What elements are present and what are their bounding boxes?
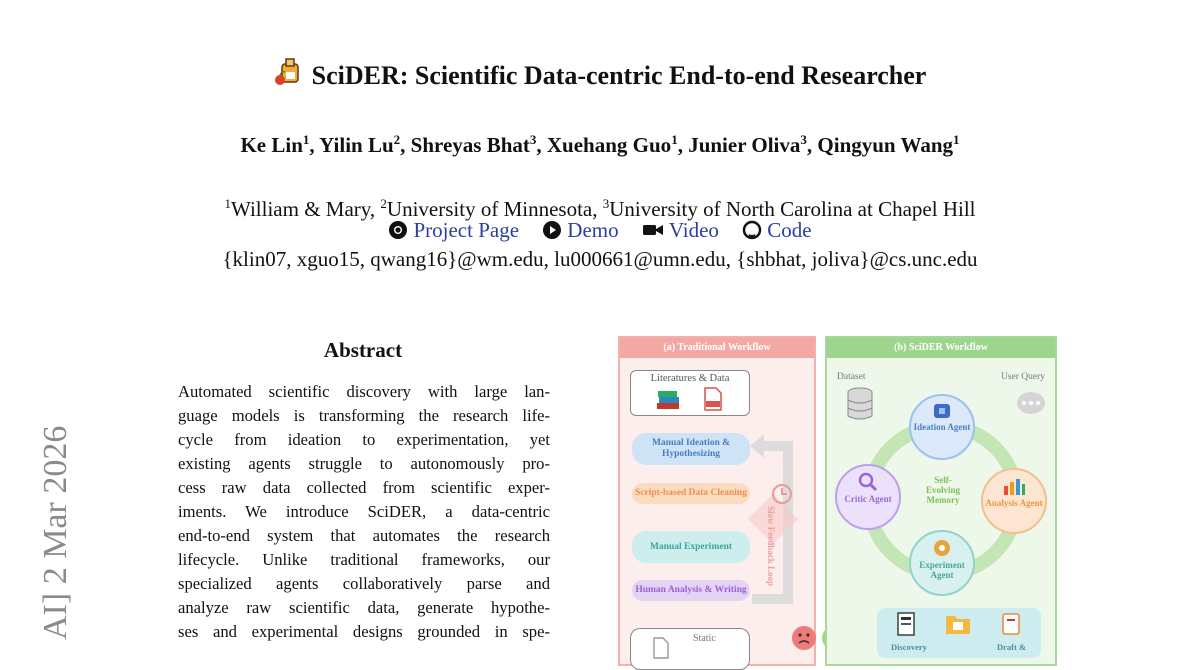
- panel-a-title: (a) Traditional Workflow: [620, 338, 814, 358]
- abstract-line: guage models is transforming the research life-: [178, 406, 550, 425]
- slow-feedback-loop-label: Slow Feedback Loop: [766, 506, 776, 587]
- abstract-line: analyze raw scientific data, generate hypothe-: [178, 598, 550, 617]
- magnifier-icon: [857, 472, 879, 492]
- abstract-body: [178, 380, 550, 644]
- abstract-line: iments. We introduce SciDER, a data-centric: [178, 502, 550, 521]
- critic-agent: [835, 464, 901, 530]
- author-emails: {klin07, xguo15, qwang16}@wm.edu, lu000661@umn.edu, {shbhat, joliva}@cs.unc.edu: [222, 247, 978, 271]
- author-list: Ke Lin$^1$, Yilin Lu$^2$, Shreyas Bhat$^3$, Xuehang Guo$^1$, Junier Oliva$^3$, Qingyun Wang$^1$: [240, 132, 960, 157]
- abstract-line: lifecycle. Unlike traditional frameworks, our: [178, 550, 550, 569]
- report-icon: [897, 612, 915, 636]
- pdf-icon: [703, 387, 723, 411]
- title-row: [0, 56, 1200, 93]
- analysis-agent: [981, 468, 1047, 534]
- affiliation-name: University of North Carolina at Chapel Hill: [609, 197, 976, 221]
- author-affiliation: 3: [529, 132, 537, 147]
- output-tray: [877, 608, 1041, 658]
- project-page-link[interactable]: [388, 218, 524, 242]
- ideation-agent-label: Ideation Agent: [913, 422, 971, 432]
- affiliation-number: 1: [224, 196, 231, 211]
- self-evolving-memory-label: Self-Evolving Memory: [925, 475, 960, 505]
- literatures-data-box: [630, 370, 750, 416]
- author-name: Junier Oliva: [688, 133, 801, 157]
- author-affiliation: 1: [302, 132, 310, 147]
- video-camera-icon: [642, 220, 664, 240]
- user-query-label: User Query: [1000, 372, 1045, 382]
- critic-agent-label: Critic Agent: [844, 494, 892, 504]
- experiment-agent: [909, 530, 975, 596]
- abstract-line: Automated scientific discovery with large lan-: [178, 382, 550, 401]
- abstract-line: end-to-end system that automates the research: [178, 526, 550, 545]
- abstract-line: existing agents struggle to autonomously pro-: [178, 454, 550, 473]
- books-icon: [655, 389, 683, 411]
- demo-label: Demo: [567, 218, 619, 242]
- author-affiliation: 2: [393, 132, 401, 147]
- chrome-icon: [388, 220, 408, 240]
- author-affiliation: 1: [953, 132, 960, 147]
- affiliation-number: 2: [380, 196, 387, 211]
- author-name: Ke Lin: [240, 133, 303, 157]
- dataset-label: Dataset: [837, 372, 866, 382]
- feedback-loop-arrow: [748, 434, 818, 634]
- experiment-icon: [931, 538, 953, 558]
- abstract-line: ses and experimental designs grounded in spe-: [178, 622, 550, 641]
- video-link[interactable]: [642, 218, 724, 242]
- lit-data-label: Literatures & Data: [650, 373, 730, 384]
- discovery-label: Discovery: [891, 642, 927, 652]
- project-page-label: Project Page: [413, 218, 520, 242]
- paper-title: SciDER: Scientific Data-centric End-to-end Researcher: [311, 61, 927, 90]
- abstract-line: cess raw data collected from scientific exper-: [178, 478, 550, 497]
- scider-workflow-panel: [825, 336, 1057, 666]
- static-output-box: [630, 628, 750, 670]
- panel-b-title: (b) SciDER Workflow: [827, 338, 1055, 358]
- arxiv-stamp: AI] 2 Mar 2026: [37, 425, 74, 640]
- step-manual-experiment: Manual Experiment: [632, 531, 750, 563]
- author-name: Shreyas Bhat: [410, 133, 530, 157]
- abstract-line: specialized agents collaboratively parse and: [178, 574, 550, 593]
- affiliation-name: William & Mary: [230, 197, 370, 221]
- draft-label: Draft &: [997, 642, 1027, 652]
- code-label: Code: [767, 218, 812, 242]
- author-affiliation: 3: [800, 132, 807, 147]
- affiliations: $^1$William & Mary, $^2$University of Minnesota, $^3$University of North Carolina at Chapel Hill: [224, 196, 976, 221]
- traditional-workflow-panel: [618, 336, 816, 666]
- static-label: Static: [693, 633, 716, 644]
- draft-icon: [1001, 612, 1021, 636]
- abstract-heading: Abstract: [323, 338, 403, 362]
- author-name: Qingyun Wang: [817, 133, 954, 157]
- step-human-analysis: Human Analysis & Writing: [632, 580, 750, 601]
- ideation-agent: [909, 394, 975, 460]
- workflow-figure: [618, 336, 1060, 652]
- step-data-cleaning: Script-based Data Cleaning: [632, 483, 750, 504]
- video-label: Video: [668, 218, 719, 242]
- author-affiliation: 1: [671, 132, 678, 147]
- analysis-agent-label: Analysis Agent: [985, 498, 1043, 508]
- abstract-line: cycle from ideation to experimentation, yet: [178, 430, 550, 449]
- brain-icon: [932, 402, 952, 420]
- play-icon: [542, 220, 562, 240]
- scider-logo-icon: [274, 56, 306, 93]
- step-manual-ideation: Manual Ideation & Hypothesizing: [632, 433, 750, 465]
- author-name: Xuehang Guo: [546, 133, 672, 157]
- author-name: Yilin Lu: [319, 133, 394, 157]
- affiliation-name: University of Minnesota: [386, 197, 593, 221]
- demo-link[interactable]: [542, 218, 624, 242]
- code-link[interactable]: [742, 218, 811, 242]
- document-icon: [653, 637, 669, 659]
- resource-links: [0, 218, 1200, 243]
- experiment-agent-label: Experiment Agent: [919, 560, 965, 580]
- folder-icon: [945, 613, 971, 635]
- bar-chart-icon: [1002, 476, 1026, 496]
- affiliation-number: 3: [602, 196, 610, 211]
- github-icon: [742, 220, 762, 240]
